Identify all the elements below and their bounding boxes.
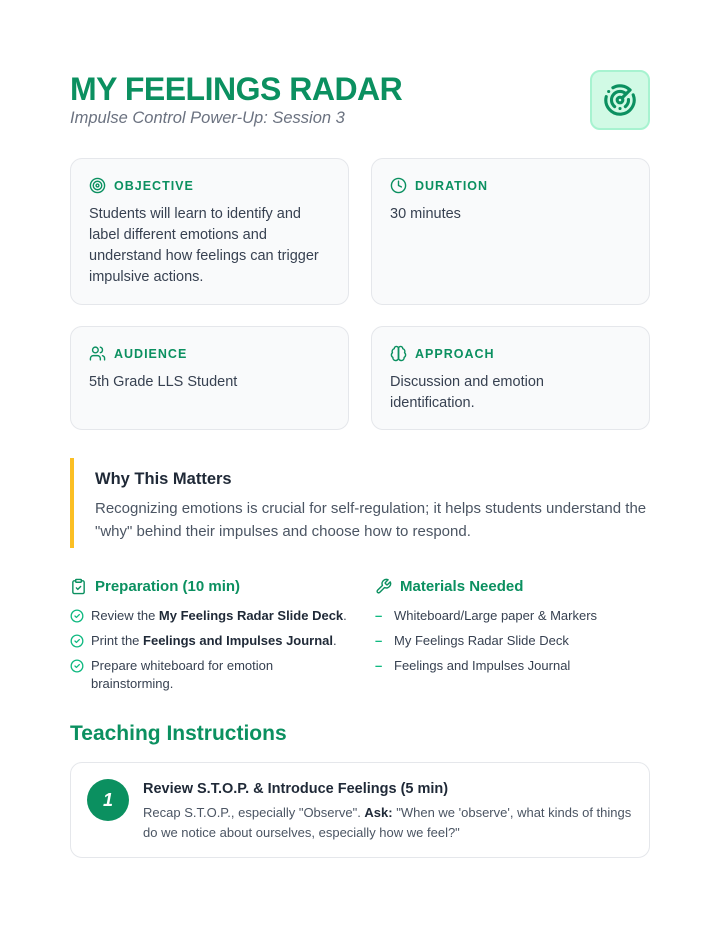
wrench-icon	[375, 578, 392, 595]
radar-icon	[603, 83, 637, 117]
material-item-text: Whiteboard/Large paper & Markers	[394, 608, 598, 623]
step-title: Review S.T.O.P. & Introduce Feelings (5 min)	[143, 781, 449, 797]
objective-card	[70, 158, 349, 305]
audience-label: AUDIENCE	[114, 346, 188, 361]
check-circle-icon	[70, 659, 84, 673]
why-this-matters-callout	[70, 458, 650, 548]
objective-text: Students will learn to identify and label different emotions and understand how feelings can trigger impulsive actions.	[89, 206, 319, 285]
list-item	[70, 607, 350, 625]
users-icon	[89, 345, 106, 362]
materials-title: Materials Needed	[400, 577, 524, 595]
approach-card	[371, 326, 650, 430]
brain-icon	[390, 345, 407, 362]
step-number-badge: 1	[87, 779, 129, 821]
dash-icon: –	[375, 633, 383, 648]
preparation-title: Preparation (10 min)	[95, 577, 241, 595]
material-item-text: Feelings and Impulses Journal	[394, 658, 571, 673]
duration-card	[371, 158, 650, 305]
material-item-text: My Feelings Radar Slide Deck	[394, 633, 569, 648]
prep-item-text: Prepare whiteboard for emotion brainstorming.	[91, 658, 274, 691]
check-circle-icon	[70, 634, 84, 648]
prep-item-text: Review the My Feelings Radar Slide Deck.	[91, 608, 347, 623]
dash-icon: –	[375, 608, 383, 623]
radar-logo	[590, 70, 650, 130]
prep-item-text: Print the Feelings and Impulses Journal.	[91, 633, 337, 648]
teaching-instructions-title: Teaching Instructions	[70, 722, 287, 745]
materials-section	[375, 575, 655, 682]
page-subtitle: Impulse Control Power-Up: Session 3	[70, 109, 345, 127]
check-circle-icon	[70, 609, 84, 623]
step-text: Recap S.T.O.P., especially "Observe". Ask: "When we 'observe', what kinds of things do we notice about ourselves, especially how we feel?"	[143, 805, 632, 840]
clipboard-check-icon	[70, 578, 87, 595]
list-item	[375, 607, 655, 625]
preparation-section	[70, 575, 350, 700]
page-title: MY FEELINGS RADAR	[70, 71, 403, 107]
why-text: Recognizing emotions is crucial for self-regulation; it helps students understand the "why" behind their impulses and choose how to respond.	[95, 500, 647, 540]
instruction-step	[70, 762, 650, 858]
objective-label: OBJECTIVE	[114, 178, 194, 193]
clock-icon	[390, 177, 407, 194]
duration-text: 30 minutes	[390, 206, 461, 222]
list-item	[70, 657, 350, 693]
list-item	[375, 657, 655, 675]
why-title: Why This Matters	[95, 470, 232, 488]
dash-icon: –	[375, 658, 383, 673]
target-icon	[89, 177, 106, 194]
audience-card	[70, 326, 349, 430]
approach-text: Discussion and emotion identification.	[390, 374, 544, 411]
approach-label: APPROACH	[415, 346, 495, 361]
duration-label: DURATION	[415, 178, 489, 193]
list-item	[70, 632, 350, 650]
list-item	[375, 632, 655, 650]
header	[70, 70, 650, 132]
audience-text: 5th Grade LLS Student	[89, 374, 238, 390]
